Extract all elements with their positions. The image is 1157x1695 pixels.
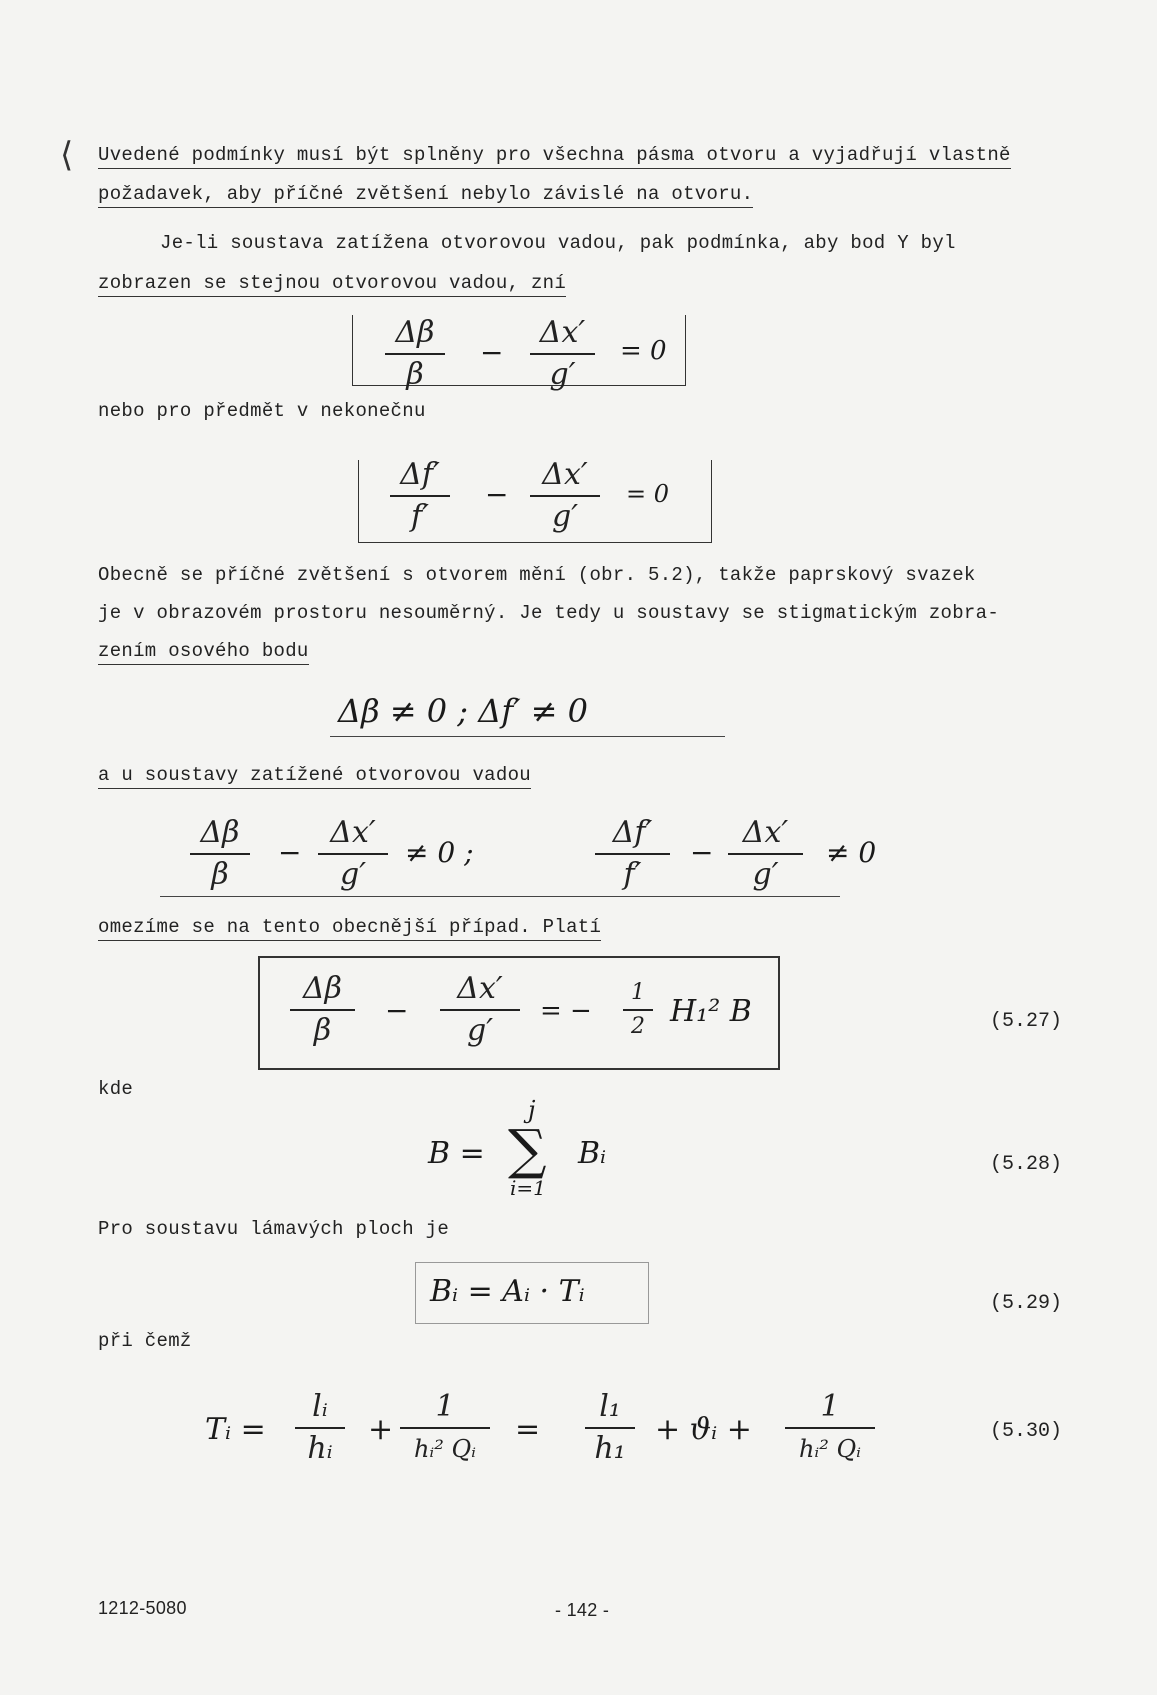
paragraph-9: při čemž bbox=[98, 1330, 192, 1352]
eq3-underline bbox=[330, 736, 725, 737]
eq528-sub: i=1 bbox=[510, 1176, 546, 1200]
eq527-half: 1 2 bbox=[623, 980, 653, 1040]
eq1-rhs: = 0 bbox=[620, 336, 667, 366]
eq530-lhs: Tᵢ = bbox=[205, 1412, 266, 1447]
eq527-minus: − bbox=[385, 994, 409, 1027]
eq527-frac-b: Δx′ g′ bbox=[440, 972, 520, 1048]
eq4-underline bbox=[160, 896, 840, 897]
eq4-frac-b: Δx′ g′ bbox=[318, 816, 388, 892]
eq-number-5-27: (5.27) bbox=[990, 1010, 1063, 1033]
paragraph-2-line-1: Je-li soustava zatížena otvorovou vadou, pak podmínka, aby bod Y byl bbox=[160, 232, 956, 254]
eq1-frac-b: Δx′ g′ bbox=[530, 316, 595, 392]
eq-number-5-30: (5.30) bbox=[990, 1420, 1063, 1443]
eq4-minus-2: − bbox=[690, 836, 714, 869]
eq4-minus-1: − bbox=[278, 836, 302, 869]
eq528-term: Bᵢ bbox=[578, 1136, 607, 1171]
eq4-mid: ≠ 0 ; bbox=[405, 836, 474, 869]
eq530-frac-c: l₁ h₁ bbox=[585, 1390, 635, 1466]
eq528-sup: j bbox=[528, 1096, 536, 1124]
paragraph-3: nebo pro předmět v nekonečnu bbox=[98, 400, 426, 422]
eq3: Δβ ≠ 0 ; Δf′ ≠ 0 bbox=[338, 692, 588, 730]
eq1-frac-a: Δβ β bbox=[385, 316, 445, 392]
eq2-rhs: = 0 bbox=[626, 480, 670, 508]
eq530-frac-d: 1 hᵢ² Qᵢ bbox=[785, 1390, 875, 1466]
eq-number-5-28: (5.28) bbox=[990, 1153, 1063, 1176]
paragraph-4-line-1: Obecně se příčné zvětšení s otvorem mění (obr. 5.2), takže paprskový svazek bbox=[98, 564, 976, 586]
eq530-plus: + bbox=[368, 1412, 394, 1447]
eq1-minus: − bbox=[480, 336, 504, 369]
paragraph-2-line-2: zobrazen se stejnou otvorovou vadou, zní bbox=[98, 272, 566, 297]
eq2-frac-a: Δf′ f′ bbox=[390, 458, 450, 534]
eq527-equals: = − bbox=[540, 996, 592, 1026]
eq2-frac-b: Δx′ g′ bbox=[530, 458, 600, 534]
eq530-frac-b: 1 hᵢ² Qᵢ bbox=[400, 1390, 490, 1466]
paragraph-7: kde bbox=[98, 1078, 134, 1100]
eq530-frac-a: lᵢ hᵢ bbox=[295, 1390, 345, 1466]
eq528-sigma: ∑ bbox=[508, 1118, 547, 1181]
paragraph-1-line-1: Uvedené podmínky musí být splněny pro všechna pásma otvoru a vyjadřují vlastně bbox=[98, 144, 1011, 169]
eq527-tail: H₁² B bbox=[670, 994, 752, 1029]
eq530-mid: + ϑᵢ + bbox=[655, 1412, 752, 1447]
eq4-frac-c: Δf′ f′ bbox=[595, 816, 670, 892]
page-number: - 142 - bbox=[555, 1600, 610, 1620]
margin-mark: ⟨ bbox=[60, 135, 74, 175]
paragraph-6: omezíme se na tento obecnější případ. Platí bbox=[98, 916, 601, 941]
eq528-lhs: B = bbox=[428, 1136, 485, 1171]
eq4-frac-d: Δx′ g′ bbox=[728, 816, 803, 892]
paragraph-8: Pro soustavu lámavých ploch je bbox=[98, 1218, 450, 1240]
eq-number-5-29: (5.29) bbox=[990, 1292, 1063, 1315]
eq2-minus: − bbox=[485, 478, 509, 511]
eq4-frac-a: Δβ β bbox=[190, 816, 250, 892]
eq4-end: ≠ 0 bbox=[826, 836, 877, 869]
paragraph-4-line-3: zením osového bodu bbox=[98, 640, 309, 665]
eq529: Bᵢ = Aᵢ · Tᵢ bbox=[430, 1274, 585, 1309]
paragraph-1-line-2: požadavek, aby příčné zvětšení nebylo závislé na otvoru. bbox=[98, 183, 753, 208]
paragraph-5: a u soustavy zatížené otvorovou vadou bbox=[98, 764, 531, 789]
paragraph-4-line-2: je v obrazovém prostoru nesouměrný. Je tedy u soustavy se stigmatickým zobra- bbox=[98, 602, 1000, 624]
eq527-frac-a: Δβ β bbox=[290, 972, 355, 1048]
eq530-equals: = bbox=[515, 1412, 541, 1447]
footer-code: 1212-5080 bbox=[98, 1598, 187, 1618]
